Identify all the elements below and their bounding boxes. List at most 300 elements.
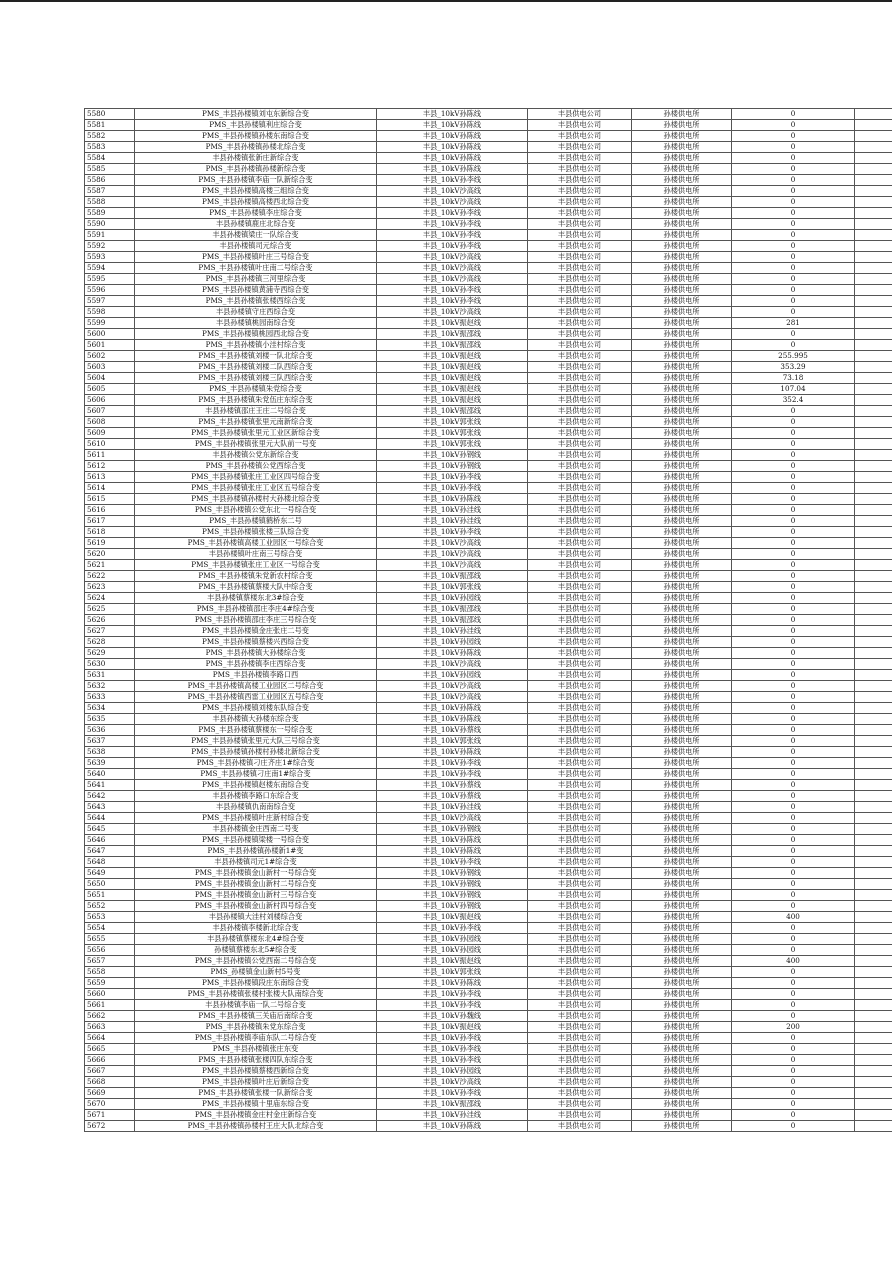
value-cell: 0 [732, 923, 855, 934]
row-id-cell: 5623 [85, 582, 135, 593]
substation-name-cell: PMS_丰县孙楼镇利庄综合变 [135, 120, 377, 131]
station-cell: 孙楼供电所 [632, 1088, 732, 1099]
table-row [85, 923, 892, 934]
company-cell: 丰县供电公司 [528, 593, 632, 604]
substation-name-cell: PMS_丰县孙楼镇黄浦寺西综合变 [135, 285, 377, 296]
value-cell: 0 [732, 252, 855, 263]
value-cell: 255.995 [732, 351, 855, 362]
station-cell: 孙楼供电所 [632, 428, 732, 439]
value-cell: 0 [732, 604, 855, 615]
empty-cell [855, 945, 892, 956]
value-cell: 0 [732, 527, 855, 538]
substation-name-cell: PMS_丰县孙楼镇张里元工业区新综合变 [135, 428, 377, 439]
station-cell: 孙楼供电所 [632, 219, 732, 230]
substation-name-cell: PMS_丰县孙楼镇三关庙后南综合变 [135, 1011, 377, 1022]
company-cell: 丰县供电公司 [528, 428, 632, 439]
substation-name-cell: PMS_丰县孙楼镇邵庄李庄4#综合变 [135, 604, 377, 615]
feeder-line-cell: 丰县_10kV孙李线 [377, 241, 528, 252]
value-cell: 0 [732, 758, 855, 769]
table-row [85, 670, 892, 681]
company-cell: 丰县供电公司 [528, 571, 632, 582]
row-id-cell: 5584 [85, 153, 135, 164]
row-id-cell: 5644 [85, 813, 135, 824]
feeder-line-cell: 丰县_10kV沙高线 [377, 307, 528, 318]
empty-cell [855, 725, 892, 736]
value-cell: 0 [732, 824, 855, 835]
table-row [85, 791, 892, 802]
table-row [85, 1033, 892, 1044]
feeder-line-cell: 丰县_10kV孙李线 [377, 472, 528, 483]
table-row [85, 263, 892, 274]
feeder-line-cell: 丰县_10kV孙李线 [377, 527, 528, 538]
feeder-line-cell: 丰县_10kV孙园线 [377, 1066, 528, 1077]
substation-name-cell: PMS_丰县孙楼镇高楼西北综合变 [135, 197, 377, 208]
feeder-line-cell: 丰县_10kV孙洼线 [377, 516, 528, 527]
feeder-line-cell: 丰县_10kV孙陈线 [377, 648, 528, 659]
empty-cell [855, 703, 892, 714]
feeder-line-cell: 丰县_10kV孙蔡线 [377, 780, 528, 791]
value-cell: 0 [732, 703, 855, 714]
company-cell: 丰县供电公司 [528, 362, 632, 373]
value-cell: 0 [732, 241, 855, 252]
substation-name-cell: PMS_丰县孙楼镇张庄工业区一号综合变 [135, 560, 377, 571]
substation-name-cell: 丰县孙楼镇李庙一队二号综合变 [135, 1000, 377, 1011]
table-row [85, 692, 892, 703]
table-row [85, 296, 892, 307]
row-id-cell: 5652 [85, 901, 135, 912]
value-cell: 0 [732, 109, 855, 120]
station-cell: 孙楼供电所 [632, 164, 732, 175]
value-cell: 400 [732, 956, 855, 967]
station-cell: 孙楼供电所 [632, 813, 732, 824]
station-cell: 孙楼供电所 [632, 714, 732, 725]
table-row [85, 637, 892, 648]
station-cell: 孙楼供电所 [632, 329, 732, 340]
substation-name-cell: PMS_丰县孙楼镇张里元大队三号综合变 [135, 736, 377, 747]
value-cell: 0 [732, 879, 855, 890]
substation-name-cell: PMS_丰县孙楼镇十里庙东综合变 [135, 1099, 377, 1110]
value-cell: 0 [732, 175, 855, 186]
row-id-cell: 5631 [85, 670, 135, 681]
row-id-cell: 5650 [85, 879, 135, 890]
company-cell: 丰县供电公司 [528, 1121, 632, 1132]
value-cell: 0 [732, 791, 855, 802]
station-cell: 孙楼供电所 [632, 527, 732, 538]
station-cell: 孙楼供电所 [632, 1077, 732, 1088]
station-cell: 孙楼供电所 [632, 978, 732, 989]
substation-name-cell: PMS_丰县孙楼镇赵楼东南综合变 [135, 780, 377, 791]
row-id-cell: 5608 [85, 417, 135, 428]
table-row [85, 978, 892, 989]
feeder-line-cell: 丰县_10kV孙园线 [377, 934, 528, 945]
station-cell: 孙楼供电所 [632, 846, 732, 857]
station-cell: 孙楼供电所 [632, 1011, 732, 1022]
row-id-cell: 5670 [85, 1099, 135, 1110]
company-cell: 丰县供电公司 [528, 582, 632, 593]
table-row [85, 428, 892, 439]
empty-cell [855, 230, 892, 241]
substation-name-cell: PMS_丰县孙楼镇叶庄新村综合变 [135, 813, 377, 824]
table-row [85, 274, 892, 285]
row-id-cell: 5643 [85, 802, 135, 813]
substation-name-cell: PMS_丰县孙楼镇朱党新农村综合变 [135, 571, 377, 582]
empty-cell [855, 439, 892, 450]
row-id-cell: 5590 [85, 219, 135, 230]
station-cell: 孙楼供电所 [632, 758, 732, 769]
row-id-cell: 5601 [85, 340, 135, 351]
value-cell: 0 [732, 120, 855, 131]
value-cell: 0 [732, 285, 855, 296]
table-row [85, 131, 892, 142]
station-cell: 孙楼供电所 [632, 879, 732, 890]
substation-name-cell: PMS_丰县孙楼镇金山新村二号综合变 [135, 879, 377, 890]
empty-cell [855, 483, 892, 494]
empty-cell [855, 758, 892, 769]
table-row [85, 329, 892, 340]
company-cell: 丰县供电公司 [528, 285, 632, 296]
company-cell: 丰县供电公司 [528, 230, 632, 241]
feeder-line-cell: 丰县_10kV郭张线 [377, 417, 528, 428]
table-row [85, 879, 892, 890]
feeder-line-cell: 丰县_10kV孙陈线 [377, 978, 528, 989]
feeder-line-cell: 丰县_10kV孙陈线 [377, 153, 528, 164]
row-id-cell: 5665 [85, 1044, 135, 1055]
company-cell: 丰县供电公司 [528, 340, 632, 351]
row-id-cell: 5627 [85, 626, 135, 637]
empty-cell [855, 1011, 892, 1022]
row-id-cell: 5645 [85, 824, 135, 835]
row-id-cell: 5639 [85, 758, 135, 769]
empty-cell [855, 1022, 892, 1033]
empty-cell [855, 923, 892, 934]
feeder-line-cell: 丰县_10kV孙李线 [377, 285, 528, 296]
feeder-line-cell: 丰县_10kV沙高线 [377, 252, 528, 263]
station-cell: 孙楼供电所 [632, 670, 732, 681]
company-cell: 丰县供电公司 [528, 813, 632, 824]
feeder-line-cell: 丰县_10kV孙钢线 [377, 461, 528, 472]
row-id-cell: 5613 [85, 472, 135, 483]
feeder-line-cell: 丰县_10kV孙李线 [377, 175, 528, 186]
value-cell: 0 [732, 263, 855, 274]
row-id-cell: 5599 [85, 318, 135, 329]
value-cell: 0 [732, 967, 855, 978]
substation-name-cell: PMS_丰县孙楼镇金山新村一号综合变 [135, 868, 377, 879]
feeder-line-cell: 丰县_10kV振邵线 [377, 329, 528, 340]
value-cell: 0 [732, 659, 855, 670]
station-cell: 孙楼供电所 [632, 384, 732, 395]
station-cell: 孙楼供电所 [632, 1033, 732, 1044]
company-cell: 丰县供电公司 [528, 670, 632, 681]
row-id-cell: 5621 [85, 560, 135, 571]
value-cell: 0 [732, 835, 855, 846]
row-id-cell: 5605 [85, 384, 135, 395]
company-cell: 丰县供电公司 [528, 934, 632, 945]
table-row [85, 406, 892, 417]
substation-name-cell: PMS_丰县孙楼镇张庄工业区五号综合变 [135, 483, 377, 494]
table-row [85, 912, 892, 923]
feeder-line-cell: 丰县_10kV孙蔡线 [377, 791, 528, 802]
substation-name-cell: 丰县孙楼镇大洼村刘楼综合变 [135, 912, 377, 923]
company-cell: 丰县供电公司 [528, 186, 632, 197]
substation-name-cell: PMS_丰县孙楼镇刁庄齐庄1#综合变 [135, 758, 377, 769]
substation-name-cell: PMS_丰县孙楼镇张楼四队东综合变 [135, 1055, 377, 1066]
feeder-line-cell: 丰县_10kV孙李线 [377, 1055, 528, 1066]
value-cell: 0 [732, 164, 855, 175]
feeder-line-cell: 丰县_10kV孙李线 [377, 758, 528, 769]
feeder-line-cell: 丰县_10kV郭张线 [377, 582, 528, 593]
table-row [85, 1088, 892, 1099]
company-cell: 丰县供电公司 [528, 175, 632, 186]
empty-cell [855, 131, 892, 142]
substation-name-cell: 丰县孙楼镇蔡楼东北3#综合变 [135, 593, 377, 604]
value-cell: 0 [732, 560, 855, 571]
value-cell: 0 [732, 1077, 855, 1088]
row-id-cell: 5660 [85, 989, 135, 1000]
company-cell: 丰县供电公司 [528, 725, 632, 736]
value-cell: 0 [732, 1121, 855, 1132]
value-cell: 0 [732, 615, 855, 626]
value-cell: 0 [732, 516, 855, 527]
substation-name-cell: 丰县孙楼镇邵庄王庄二号综合变 [135, 406, 377, 417]
substation-name-cell: PMS_丰县孙楼镇叶庄后新综合变 [135, 1077, 377, 1088]
feeder-line-cell: 丰县_10kV孙李线 [377, 208, 528, 219]
feeder-line-cell: 丰县_10kV孙园线 [377, 945, 528, 956]
row-id-cell: 5585 [85, 164, 135, 175]
row-id-cell: 5659 [85, 978, 135, 989]
substation-name-cell: PMS_孙楼镇金山新村5号变 [135, 967, 377, 978]
substation-name-cell: PMS_丰县孙楼镇张楼西综合变 [135, 296, 377, 307]
substation-name-cell: PMS_丰县孙楼镇蔡楼西新综合变 [135, 1066, 377, 1077]
company-cell: 丰县供电公司 [528, 615, 632, 626]
feeder-line-cell: 丰县_10kV孙钢线 [377, 868, 528, 879]
value-cell: 0 [732, 769, 855, 780]
empty-cell [855, 296, 892, 307]
station-cell: 孙楼供电所 [632, 637, 732, 648]
row-id-cell: 5635 [85, 714, 135, 725]
station-cell: 孙楼供电所 [632, 274, 732, 285]
value-cell: 0 [732, 714, 855, 725]
station-cell: 孙楼供电所 [632, 692, 732, 703]
station-cell: 孙楼供电所 [632, 912, 732, 923]
row-id-cell: 5592 [85, 241, 135, 252]
station-cell: 孙楼供电所 [632, 549, 732, 560]
company-cell: 丰县供电公司 [528, 208, 632, 219]
table-row [85, 461, 892, 472]
feeder-line-cell: 丰县_10kV振赵线 [377, 373, 528, 384]
value-cell: 0 [732, 1033, 855, 1044]
row-id-cell: 5637 [85, 736, 135, 747]
table-row [85, 417, 892, 428]
station-cell: 孙楼供电所 [632, 560, 732, 571]
substation-name-cell: PMS_丰县孙楼镇梁楼一号综合变 [135, 835, 377, 846]
table-row [85, 725, 892, 736]
feeder-line-cell: 丰县_10kV孙李线 [377, 1044, 528, 1055]
table-row [85, 164, 892, 175]
row-id-cell: 5594 [85, 263, 135, 274]
feeder-line-cell: 丰县_10kV沙高线 [377, 1077, 528, 1088]
row-id-cell: 5580 [85, 109, 135, 120]
table-row [85, 505, 892, 516]
company-cell: 丰县供电公司 [528, 659, 632, 670]
station-cell: 孙楼供电所 [632, 395, 732, 406]
empty-cell [855, 560, 892, 571]
company-cell: 丰县供电公司 [528, 868, 632, 879]
feeder-line-cell: 丰县_10kV振邵线 [377, 604, 528, 615]
row-id-cell: 5636 [85, 725, 135, 736]
row-id-cell: 5597 [85, 296, 135, 307]
feeder-line-cell: 丰县_10kV孙陈线 [377, 131, 528, 142]
company-cell: 丰县供电公司 [528, 945, 632, 956]
table-body [85, 109, 892, 1132]
empty-cell [855, 824, 892, 835]
row-id-cell: 5640 [85, 769, 135, 780]
empty-cell [855, 901, 892, 912]
value-cell: 0 [732, 945, 855, 956]
company-cell: 丰县供电公司 [528, 604, 632, 615]
station-cell: 孙楼供电所 [632, 769, 732, 780]
feeder-line-cell: 丰县_10kV沙高线 [377, 263, 528, 274]
station-cell: 孙楼供电所 [632, 450, 732, 461]
company-cell: 丰县供电公司 [528, 241, 632, 252]
value-cell: 0 [732, 637, 855, 648]
row-id-cell: 5633 [85, 692, 135, 703]
value-cell: 0 [732, 439, 855, 450]
row-id-cell: 5596 [85, 285, 135, 296]
table-row [85, 241, 892, 252]
station-cell: 孙楼供电所 [632, 538, 732, 549]
table-row [85, 956, 892, 967]
empty-cell [855, 274, 892, 285]
company-cell: 丰县供电公司 [528, 1077, 632, 1088]
table-row [85, 230, 892, 241]
empty-cell [855, 516, 892, 527]
table-row [85, 1011, 892, 1022]
row-id-cell: 5606 [85, 395, 135, 406]
value-cell: 0 [732, 725, 855, 736]
feeder-line-cell: 丰县_10kV孙李线 [377, 230, 528, 241]
station-cell: 孙楼供电所 [632, 340, 732, 351]
row-id-cell: 5666 [85, 1055, 135, 1066]
table-row [85, 142, 892, 153]
table-row [85, 439, 892, 450]
company-cell: 丰县供电公司 [528, 494, 632, 505]
value-cell: 0 [732, 626, 855, 637]
company-cell: 丰县供电公司 [528, 703, 632, 714]
table-row [85, 175, 892, 186]
row-id-cell: 5593 [85, 252, 135, 263]
table-row [85, 659, 892, 670]
table-row [85, 362, 892, 373]
company-cell: 丰县供电公司 [528, 1044, 632, 1055]
company-cell: 丰县供电公司 [528, 1055, 632, 1066]
company-cell: 丰县供电公司 [528, 1066, 632, 1077]
company-cell: 丰县供电公司 [528, 758, 632, 769]
company-cell: 丰县供电公司 [528, 648, 632, 659]
station-cell: 孙楼供电所 [632, 439, 732, 450]
row-id-cell: 5629 [85, 648, 135, 659]
feeder-line-cell: 丰县_10kV振赵线 [377, 395, 528, 406]
company-cell: 丰县供电公司 [528, 538, 632, 549]
table-row [85, 1055, 892, 1066]
table-row [85, 219, 892, 230]
station-cell: 孙楼供电所 [632, 659, 732, 670]
feeder-line-cell: 丰县_10kV孙陈线 [377, 164, 528, 175]
substation-name-cell: PMS_丰县孙楼镇张庄东变 [135, 1044, 377, 1055]
value-cell: 0 [732, 692, 855, 703]
table-row [85, 472, 892, 483]
station-cell: 孙楼供电所 [632, 868, 732, 879]
value-cell: 0 [732, 274, 855, 285]
value-cell: 400 [732, 912, 855, 923]
row-id-cell: 5634 [85, 703, 135, 714]
empty-cell [855, 373, 892, 384]
feeder-line-cell: 丰县_10kV孙洼线 [377, 802, 528, 813]
company-cell: 丰县供电公司 [528, 197, 632, 208]
substation-name-cell: PMS_丰县孙楼镇张楼村张楼大队南综合变 [135, 989, 377, 1000]
empty-cell [855, 780, 892, 791]
feeder-line-cell: 丰县_10kV孙洼线 [377, 626, 528, 637]
company-cell: 丰县供电公司 [528, 912, 632, 923]
table-row [85, 813, 892, 824]
company-cell: 丰县供电公司 [528, 307, 632, 318]
station-cell: 孙楼供电所 [632, 1000, 732, 1011]
station-cell: 孙楼供电所 [632, 252, 732, 263]
empty-cell [855, 505, 892, 516]
transformer-table [84, 108, 892, 1132]
value-cell: 0 [732, 296, 855, 307]
station-cell: 孙楼供电所 [632, 142, 732, 153]
substation-name-cell: PMS_丰县孙楼镇叶庄南二号综合变 [135, 263, 377, 274]
feeder-line-cell: 丰县_10kV沙高线 [377, 560, 528, 571]
value-cell: 0 [732, 329, 855, 340]
station-cell: 孙楼供电所 [632, 747, 732, 758]
value-cell: 0 [732, 494, 855, 505]
company-cell: 丰县供电公司 [528, 384, 632, 395]
substation-name-cell: PMS_丰县孙楼镇刘楼一队北综合变 [135, 351, 377, 362]
feeder-line-cell: 丰县_10kV孙李线 [377, 989, 528, 1000]
company-cell: 丰县供电公司 [528, 736, 632, 747]
row-id-cell: 5646 [85, 835, 135, 846]
table-row [85, 1121, 892, 1132]
substation-name-cell: PMS_丰县孙楼镇张楼一队新综合变 [135, 1088, 377, 1099]
company-cell: 丰县供电公司 [528, 714, 632, 725]
station-cell: 孙楼供电所 [632, 263, 732, 274]
station-cell: 孙楼供电所 [632, 1066, 732, 1077]
row-id-cell: 5626 [85, 615, 135, 626]
table-row [85, 483, 892, 494]
feeder-line-cell: 丰县_10kV孙园线 [377, 670, 528, 681]
value-cell: 0 [732, 670, 855, 681]
empty-cell [855, 164, 892, 175]
company-cell: 丰县供电公司 [528, 120, 632, 131]
row-id-cell: 5589 [85, 208, 135, 219]
feeder-line-cell: 丰县_10kV孙钢线 [377, 879, 528, 890]
value-cell: 0 [732, 428, 855, 439]
empty-cell [855, 527, 892, 538]
row-id-cell: 5669 [85, 1088, 135, 1099]
row-id-cell: 5607 [85, 406, 135, 417]
substation-name-cell: PMS_丰县孙楼镇刘屯东新综合变 [135, 109, 377, 120]
station-cell: 孙楼供电所 [632, 197, 732, 208]
value-cell: 0 [732, 142, 855, 153]
company-cell: 丰县供电公司 [528, 1088, 632, 1099]
table-row [85, 494, 892, 505]
company-cell: 丰县供电公司 [528, 890, 632, 901]
table-row [85, 824, 892, 835]
company-cell: 丰县供电公司 [528, 274, 632, 285]
value-cell: 0 [732, 472, 855, 483]
table-row [85, 1044, 892, 1055]
